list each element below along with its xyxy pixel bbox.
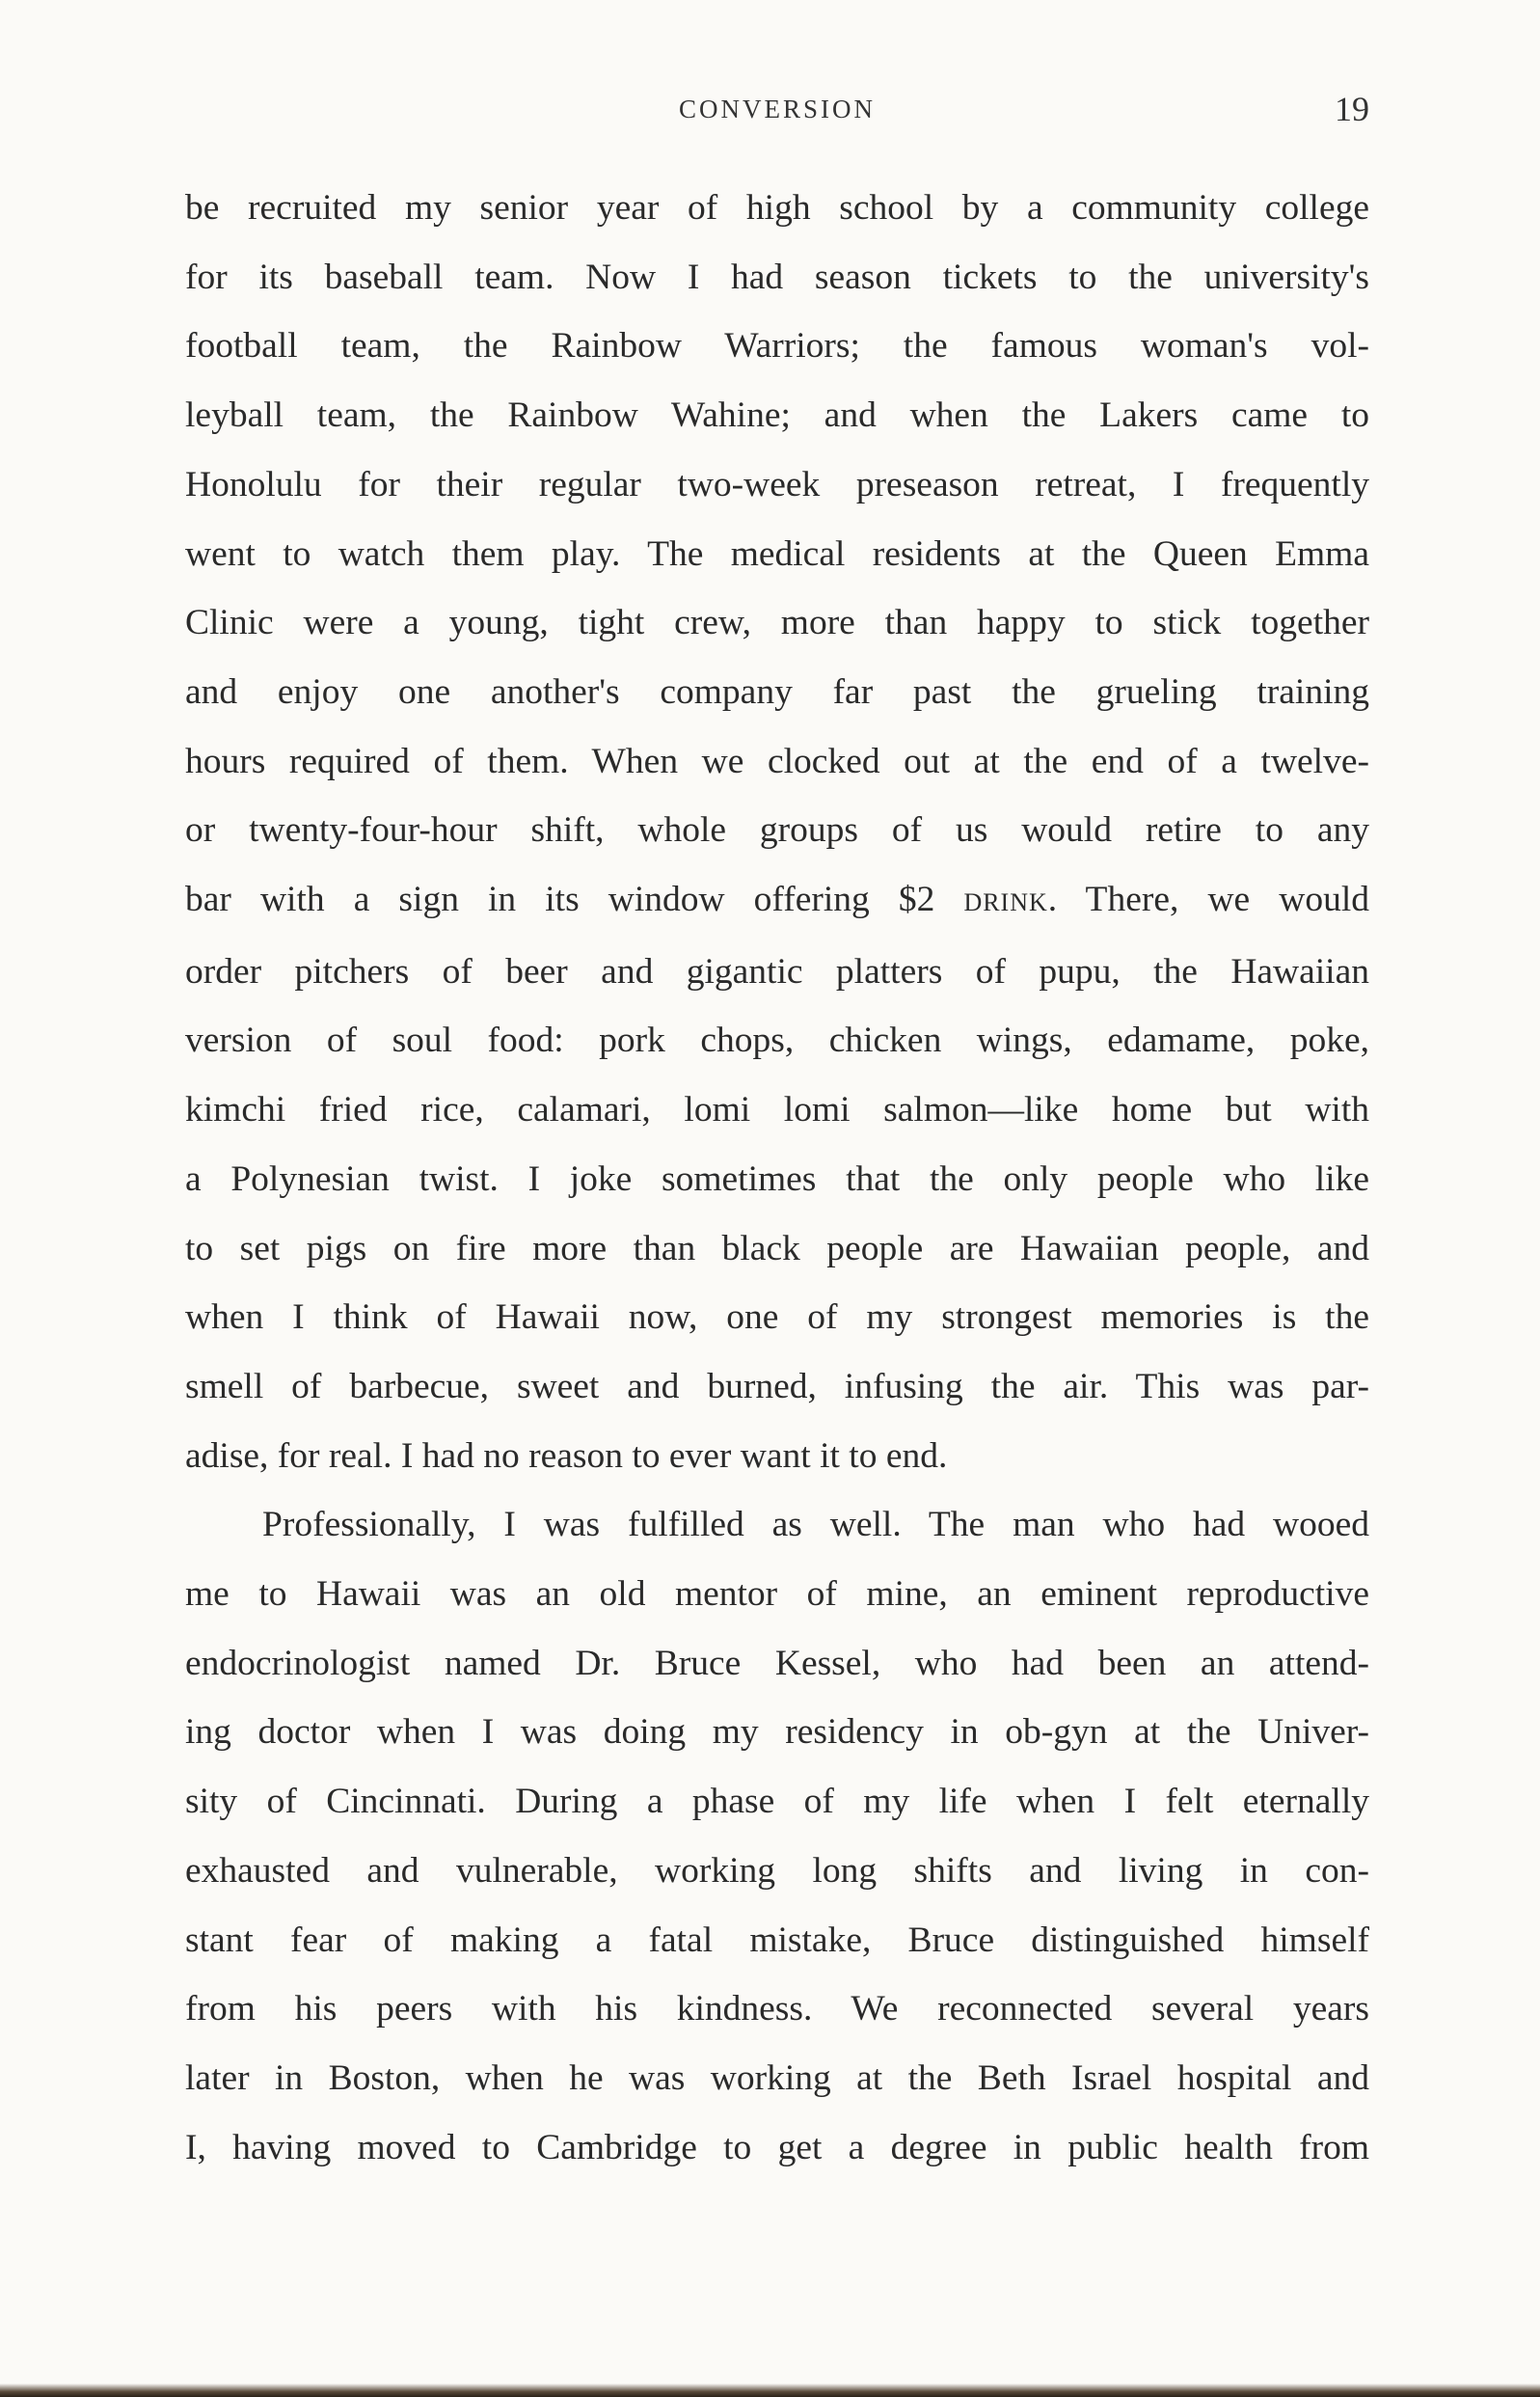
text-line: to set pigs on fire more than black people are Hawaiian people, and [185, 1228, 1369, 1268]
text-line: endocrinologist named Dr. Bruce Kessel, who had been an attend- [185, 1643, 1369, 1683]
text-line: when I think of Hawaii now, one of my strongest memories is the [185, 1297, 1369, 1338]
text-line: me to Hawaii was an old mentor of mine, an eminent reproductive [185, 1574, 1369, 1615]
text-segment: bar with a sign in its window offering $2 [185, 880, 964, 920]
page-bottom-edge [0, 2383, 1540, 2397]
text-line: went to watch them play. The medical residents at the Queen Emma [185, 533, 1369, 574]
page-number: 19 [1335, 90, 1369, 128]
text-line: ing doctor when I was doing my residency in ob-gyn at the Univer- [185, 1712, 1369, 1753]
text-line: a Polynesian twist. I joke sometimes that the only people who like [185, 1158, 1369, 1199]
body-text [185, 174, 1369, 2182]
text-line: I, having moved to Cambridge to get a degree in public health from [185, 2127, 1369, 2167]
text-line: Clinic were a young, tight crew, more than happy to stick together [185, 603, 1369, 643]
text-line: version of soul food: pork chops, chicken wings, edamame, poke, [185, 1021, 1369, 1061]
text-line: kimchi fried rice, calamari, lomi lomi salmon—like home but with [185, 1090, 1369, 1130]
text-line: from his peers with his kindness. We reconnected several years [185, 1989, 1369, 2029]
small-caps-word: DRINK [963, 888, 1048, 917]
text-line: Honolulu for their regular two-week preseason retreat, I frequently [185, 464, 1369, 504]
text-line: stant fear of making a fatal mistake, Bruce distinguished himself [185, 1920, 1369, 1960]
text-line: later in Boston, when he was working at the Beth Israel hospital and [185, 2057, 1369, 2098]
text-line: sity of Cincinnati. During a phase of my life when I felt eternally [185, 1782, 1369, 1822]
page-header [185, 90, 1369, 133]
text-line: exhausted and vulnerable, working long shifts and living in con- [185, 1850, 1369, 1891]
text-line: hours required of them. When we clocked out at the end of a twelve- [185, 741, 1369, 781]
text-segment: . There, we would [1047, 880, 1369, 920]
text-line: be recruited my senior year of high school by a community college [185, 188, 1369, 228]
text-line: leyball team, the Rainbow Wahine; and when the Lakers came to [185, 395, 1369, 436]
text-line: order pitchers of beer and gigantic platters of pupu, the Hawaiian [185, 951, 1369, 992]
paragraph-end-line: adise, for real. I had no reason to ever want it to end. [185, 1435, 948, 1476]
text-line: for its baseball team. Now I had season tickets to the university's [185, 257, 1369, 297]
text-line: or twenty-four-hour shift, whole groups of us would retire to any [185, 810, 1369, 851]
running-head: CONVERSION [678, 95, 876, 123]
paragraph-start-line: Professionally, I was fulfilled as well. The man who had wooed [262, 1505, 1369, 1545]
text-line [185, 865, 1369, 938]
text-line: smell of barbecue, sweet and burned, infusing the air. This was par- [185, 1366, 1369, 1406]
text-line: football team, the Rainbow Warriors; the famous woman's vol- [185, 326, 1369, 367]
text-line: and enjoy one another's company far past the grueling training [185, 671, 1369, 712]
